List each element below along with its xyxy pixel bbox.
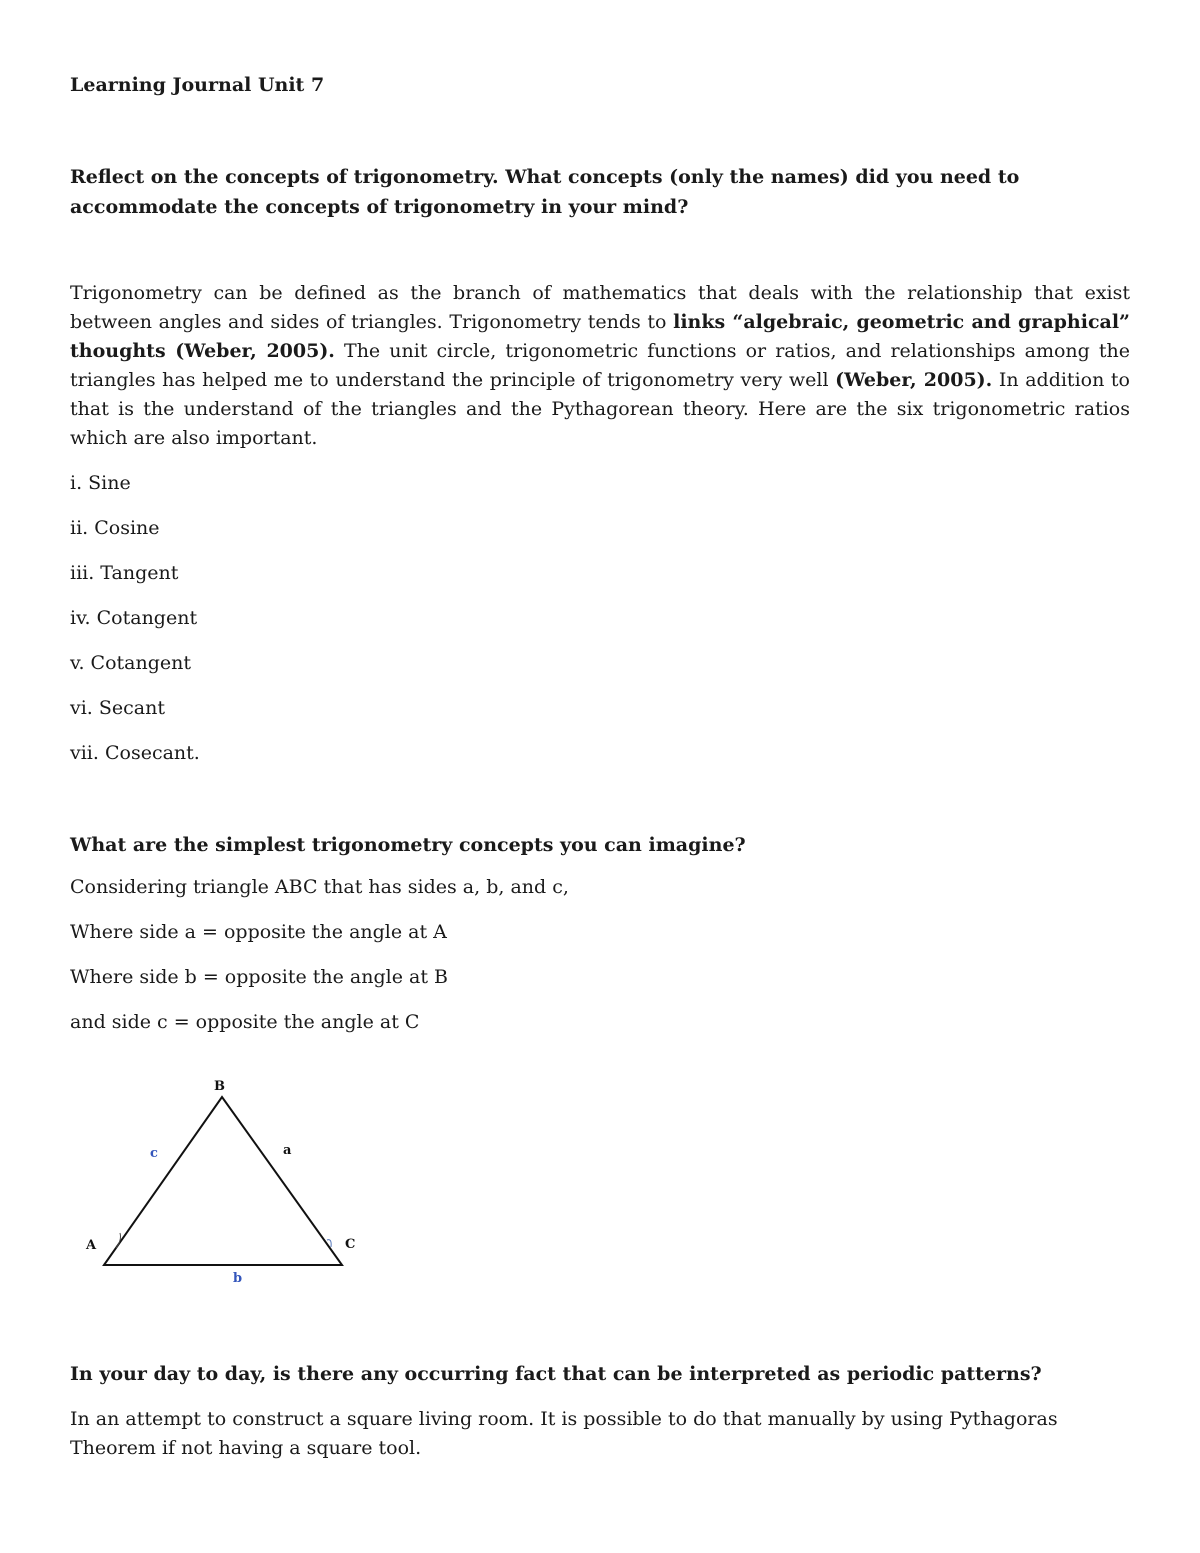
question-2-heading: What are the simplest trigonometry concepts you can imagine? bbox=[70, 834, 746, 856]
list-item-cosecant: vii. Cosecant. bbox=[70, 742, 200, 764]
list-item-secant: vi. Secant bbox=[70, 697, 165, 719]
question-3-answer: In an attempt to construct a square living room. It is possible to do that manually by using Pythagoras Theorem if not having a square tool. bbox=[70, 1408, 1058, 1459]
triangle-abc bbox=[104, 1097, 342, 1265]
vertex-label-c: C bbox=[345, 1237, 356, 1252]
side-c-line: and side c = opposite the angle at C bbox=[70, 1011, 420, 1033]
answer-bold-1: links “algebraic, geometric and graphical” thoughts (Weber, 2005). bbox=[70, 311, 1130, 362]
answer-text-3: In addition to that is the understand of the triangles and the Pythagorean theory. Here are the six trigonometric ratios which are also important. bbox=[70, 369, 1130, 449]
answer-bold-2: (Weber, 2005). bbox=[835, 369, 993, 391]
list-item-tangent: iii. Tangent bbox=[70, 562, 179, 584]
list-item-sine: i. Sine bbox=[70, 472, 131, 494]
document-title: Learning Journal Unit 7 bbox=[70, 74, 325, 96]
vertex-label-a: A bbox=[86, 1238, 97, 1253]
answer-text-1: Trigonometry can be defined as the branch of mathematics that deals with the relationship that exist between angles and sides of triangles. Trigonometry tends to bbox=[70, 282, 1130, 333]
question-1-answer bbox=[70, 279, 1130, 453]
side-label-a: a bbox=[283, 1143, 292, 1158]
question-3-heading: In your day to day, is there any occurring fact that can be interpreted as periodic patterns? bbox=[70, 1363, 1042, 1385]
side-a-line: Where side a = opposite the angle at A bbox=[70, 921, 447, 943]
answer-text-2: The unit circle, trigonometric functions or ratios, and relationships among the triangles has helped me to understand the principle of trigonometry very well bbox=[70, 340, 1130, 391]
side-label-b: b bbox=[233, 1271, 243, 1286]
triangle-diagram bbox=[70, 1070, 390, 1300]
vertex-label-b: B bbox=[214, 1079, 225, 1094]
list-item-cotangent-2: v. Cotangent bbox=[70, 652, 192, 674]
side-b-line: Where side b = opposite the angle at B bbox=[70, 966, 448, 988]
triangle-intro-line: Considering triangle ABC that has sides a, b, and c, bbox=[70, 876, 569, 898]
list-item-cosine: ii. Cosine bbox=[70, 517, 160, 539]
list-item-cotangent: iv. Cotangent bbox=[70, 607, 198, 629]
side-label-c: c bbox=[150, 1146, 158, 1161]
question-1-heading: Reflect on the concepts of trigonometry. What concepts (only the names) did you need to accommodate the concepts of trigonometry in your mind? bbox=[70, 166, 1020, 218]
